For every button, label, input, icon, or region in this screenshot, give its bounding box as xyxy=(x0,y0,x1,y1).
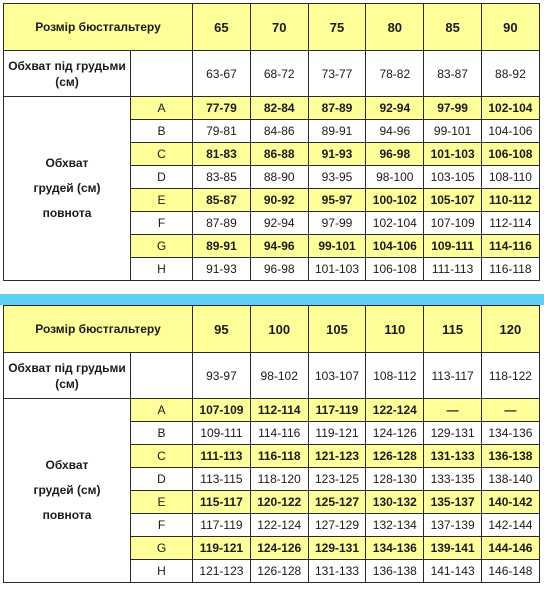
empty-cell xyxy=(131,353,193,399)
band-size-cell: 70 xyxy=(250,4,308,51)
underbust-cell: 103-107 xyxy=(308,353,366,399)
bust-range-cell: 128-130 xyxy=(366,468,424,491)
bust-range-cell: 113-115 xyxy=(193,468,251,491)
bust-range-cell: 114-116 xyxy=(250,422,308,445)
underbust-cell: 63-67 xyxy=(193,51,251,97)
empty-cell xyxy=(131,51,193,97)
cup-letter-cell: A xyxy=(131,399,193,422)
band-size-cell: 100 xyxy=(250,306,308,353)
cup-letter-cell: H xyxy=(131,560,193,583)
bust-range-cell: 126-128 xyxy=(366,445,424,468)
bust-range-cell: 117-119 xyxy=(308,399,366,422)
underbust-cell: 83-87 xyxy=(424,51,482,97)
band-size-cell: 90 xyxy=(482,4,540,51)
bust-range-cell: 103-105 xyxy=(424,166,482,189)
bust-label-line: повнота xyxy=(42,206,92,220)
cup-letter-cell: D xyxy=(131,166,193,189)
underbust-cell: 118-122 xyxy=(482,353,540,399)
bust-range-cell: 104-106 xyxy=(482,120,540,143)
bust-range-cell: 112-114 xyxy=(482,212,540,235)
underbust-cell: 108-112 xyxy=(366,353,424,399)
cup-letter-cell: E xyxy=(131,189,193,212)
bust-range-cell: 102-104 xyxy=(482,97,540,120)
bust-range-cell: 115-117 xyxy=(193,491,251,514)
bust-range-cell: — xyxy=(482,399,540,422)
bust-range-cell: 112-114 xyxy=(250,399,308,422)
underbust-cell: 78-82 xyxy=(366,51,424,97)
bust-range-cell: 87-89 xyxy=(308,97,366,120)
bust-label-line: повнота xyxy=(42,508,92,522)
cup-letter-cell: E xyxy=(131,491,193,514)
bust-range-cell: 127-129 xyxy=(308,514,366,537)
bra-size-label: Розмір бюстгальтеру xyxy=(4,4,193,51)
bust-range-cell: 91-93 xyxy=(193,258,251,281)
bust-range-cell: 132-134 xyxy=(366,514,424,537)
bust-range-cell: 92-94 xyxy=(366,97,424,120)
underbust-row xyxy=(4,51,540,97)
bust-range-cell: 114-116 xyxy=(482,235,540,258)
underbust-label: Обхват під грудьми (см) xyxy=(4,51,131,97)
bust-range-cell: 122-124 xyxy=(250,514,308,537)
bust-range-cell: 141-143 xyxy=(424,560,482,583)
bust-range-cell: 129-131 xyxy=(308,537,366,560)
bust-range-cell: 119-121 xyxy=(193,537,251,560)
bust-range-cell: 137-139 xyxy=(424,514,482,537)
bust-range-cell: 84-86 xyxy=(250,120,308,143)
bust-range-cell: 110-112 xyxy=(482,189,540,212)
bust-range-cell: 144-146 xyxy=(482,537,540,560)
bust-range-cell: 120-122 xyxy=(250,491,308,514)
bust-range-cell: 146-148 xyxy=(482,560,540,583)
bust-range-cell: 108-110 xyxy=(482,166,540,189)
underbust-cell: 98-102 xyxy=(250,353,308,399)
bust-range-cell: 130-132 xyxy=(366,491,424,514)
bust-label-line: грудей (см) xyxy=(33,181,101,195)
bust-range-cell: 135-137 xyxy=(424,491,482,514)
bust-range-cell: 106-108 xyxy=(482,143,540,166)
underbust-cell: 68-72 xyxy=(250,51,308,97)
bust-range-cell: 116-118 xyxy=(482,258,540,281)
bust-range-cell: 79-81 xyxy=(193,120,251,143)
bust-range-cell: 89-91 xyxy=(193,235,251,258)
underbust-cell: 88-92 xyxy=(482,51,540,97)
bust-range-cell: 87-89 xyxy=(193,212,251,235)
bust-range-cell: 139-141 xyxy=(424,537,482,560)
bust-range-cell: 111-113 xyxy=(424,258,482,281)
bust-range-cell: 134-136 xyxy=(366,537,424,560)
bust-range-cell: 96-98 xyxy=(250,258,308,281)
underbust-cell: 113-117 xyxy=(424,353,482,399)
bust-range-cell: 97-99 xyxy=(308,212,366,235)
bust-range-cell: 85-87 xyxy=(193,189,251,212)
bust-range-cell: 142-144 xyxy=(482,514,540,537)
bust-range-cell: 131-133 xyxy=(308,560,366,583)
bust-range-cell: 97-99 xyxy=(424,97,482,120)
band-size-cell: 110 xyxy=(366,306,424,353)
cup-letter-cell: G xyxy=(131,235,193,258)
bust-label xyxy=(4,399,131,583)
bust-range-cell: 102-104 xyxy=(366,212,424,235)
underbust-label: Обхват під грудьми (см) xyxy=(4,353,131,399)
cup-letter-cell: D xyxy=(131,468,193,491)
cup-letter-cell: F xyxy=(131,212,193,235)
cup-row xyxy=(4,97,540,120)
table-divider xyxy=(0,294,544,305)
bust-range-cell: 91-93 xyxy=(308,143,366,166)
cup-row xyxy=(4,399,540,422)
bust-range-cell: 89-91 xyxy=(308,120,366,143)
bust-range-cell: 96-98 xyxy=(366,143,424,166)
bust-range-cell: 136-138 xyxy=(366,560,424,583)
bust-range-cell: 95-97 xyxy=(308,189,366,212)
bust-range-cell: 92-94 xyxy=(250,212,308,235)
band-size-cell: 65 xyxy=(193,4,251,51)
size-table xyxy=(3,305,540,583)
header-row xyxy=(4,4,540,51)
cup-letter-cell: G xyxy=(131,537,193,560)
bust-range-cell: 77-79 xyxy=(193,97,251,120)
bust-range-cell: 105-107 xyxy=(424,189,482,212)
header-row xyxy=(4,306,540,353)
bust-range-cell: 107-109 xyxy=(193,399,251,422)
size-table-block-1 xyxy=(3,3,540,281)
bust-label-line: Обхват xyxy=(45,458,89,472)
bust-range-cell: 107-109 xyxy=(424,212,482,235)
bust-range-cell: 131-133 xyxy=(424,445,482,468)
bust-label xyxy=(4,97,131,281)
cup-letter-cell: B xyxy=(131,422,193,445)
bust-range-cell: 124-126 xyxy=(250,537,308,560)
bust-range-cell: 140-142 xyxy=(482,491,540,514)
bust-range-cell: 99-101 xyxy=(308,235,366,258)
cup-letter-cell: F xyxy=(131,514,193,537)
bust-range-cell: 106-108 xyxy=(366,258,424,281)
cup-letter-cell: H xyxy=(131,258,193,281)
bust-range-cell: 122-124 xyxy=(366,399,424,422)
band-size-cell: 80 xyxy=(366,4,424,51)
bust-range-cell: 83-85 xyxy=(193,166,251,189)
bust-range-cell: 82-84 xyxy=(250,97,308,120)
underbust-cell: 73-77 xyxy=(308,51,366,97)
bust-range-cell: 124-126 xyxy=(366,422,424,445)
bust-range-cell: 126-128 xyxy=(250,560,308,583)
bust-label-line: грудей (см) xyxy=(33,483,101,497)
size-table xyxy=(3,3,540,281)
bust-range-cell: 109-111 xyxy=(193,422,251,445)
bust-range-cell: 93-95 xyxy=(308,166,366,189)
band-size-cell: 105 xyxy=(308,306,366,353)
bust-range-cell: 94-96 xyxy=(366,120,424,143)
bust-range-cell: 121-123 xyxy=(193,560,251,583)
bust-range-cell: 90-92 xyxy=(250,189,308,212)
band-size-cell: 75 xyxy=(308,4,366,51)
cup-letter-cell: B xyxy=(131,120,193,143)
bust-range-cell: 100-102 xyxy=(366,189,424,212)
bust-range-cell: 101-103 xyxy=(308,258,366,281)
band-size-cell: 115 xyxy=(424,306,482,353)
size-table-block-2 xyxy=(3,305,540,583)
underbust-row xyxy=(4,353,540,399)
bust-range-cell: 94-96 xyxy=(250,235,308,258)
underbust-cell: 93-97 xyxy=(193,353,251,399)
bust-range-cell: 109-111 xyxy=(424,235,482,258)
bust-range-cell: 117-119 xyxy=(193,514,251,537)
bust-range-cell: 111-113 xyxy=(193,445,251,468)
bra-size-label: Розмір бюстгальтеру xyxy=(4,306,193,353)
cup-letter-cell: A xyxy=(131,97,193,120)
bust-range-cell: 134-136 xyxy=(482,422,540,445)
cup-letter-cell: C xyxy=(131,143,193,166)
bust-range-cell: 121-123 xyxy=(308,445,366,468)
bust-range-cell: 123-125 xyxy=(308,468,366,491)
bust-range-cell: — xyxy=(424,399,482,422)
bust-range-cell: 86-88 xyxy=(250,143,308,166)
bust-range-cell: 99-101 xyxy=(424,120,482,143)
band-size-cell: 85 xyxy=(424,4,482,51)
bust-range-cell: 125-127 xyxy=(308,491,366,514)
bust-range-cell: 88-90 xyxy=(250,166,308,189)
bust-range-cell: 118-120 xyxy=(250,468,308,491)
bust-range-cell: 81-83 xyxy=(193,143,251,166)
bust-range-cell: 101-103 xyxy=(424,143,482,166)
bust-range-cell: 138-140 xyxy=(482,468,540,491)
bust-range-cell: 104-106 xyxy=(366,235,424,258)
bust-range-cell: 119-121 xyxy=(308,422,366,445)
bust-range-cell: 133-135 xyxy=(424,468,482,491)
bust-label-line: Обхват xyxy=(45,156,89,170)
cup-letter-cell: C xyxy=(131,445,193,468)
bust-range-cell: 136-138 xyxy=(482,445,540,468)
bust-range-cell: 116-118 xyxy=(250,445,308,468)
bust-range-cell: 98-100 xyxy=(366,166,424,189)
band-size-cell: 120 xyxy=(482,306,540,353)
bust-range-cell: 129-131 xyxy=(424,422,482,445)
band-size-cell: 95 xyxy=(193,306,251,353)
